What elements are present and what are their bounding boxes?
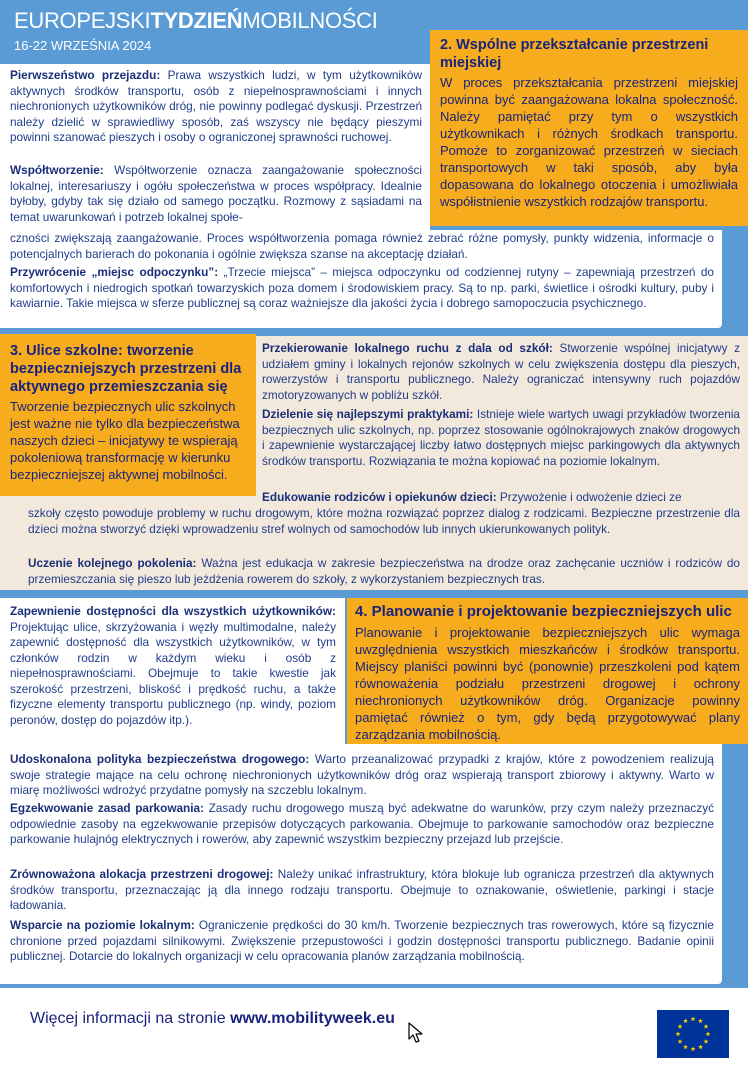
section1-p2-text-a: Współtworzenie oznacza zaangażowanie społeczności lokalnej, interesariuszy i ogółu społeczeństwa w proces współpracy. Idealnie byłoby, gdyby tak się działo od samego początku. Rozmowy z sąsiadami na temat uwarunkowań i potrzeb lokalnej społe- xyxy=(10,163,422,224)
section3-p1-text: Stworzenie wspólnej inicjatywy z udziałem gminy i lokalnych rejonów szkolnych w celu zwiększenia dostępu dla pieszych, rowerzystów i transportu publicznego. Należy ograniczać intensywny ruch pojazdów zmotoryzowanych w pobliżu szkół. xyxy=(262,341,740,402)
section4-title: 4. Planowanie i projektowanie bezpieczniejszych ulic xyxy=(355,603,732,620)
section4-p4 xyxy=(10,867,714,914)
section4-p4-label: Zrównoważona alokacja przestrzeni drogowej: xyxy=(10,867,274,881)
section4-p5-label: Wsparcie na poziomie lokalnym: xyxy=(10,918,195,932)
section4-p5-text: Ograniczenie prędkości do 30 km/h. Tworzenie bezpiecznych tras rowerowych, które są fizycznie chronione przed pojazdami silnikowymi. Zwiększenie przepustowości i godzin dostępności transportu publicznego. Badanie opinii publicznej. Dotarcie do lokalnych organizacji w celu opracowania planów zarządzania mobilnością. xyxy=(10,918,714,963)
section3-p4-text: Ważna jest edukacja w zakresie bezpieczeństwa na drodze oraz zachęcanie uczniów i rodziców do przemieszczania się pieszo lub jeżdżenia rowerem do szkoły, z wykorzystaniem bezpiecznych tras. xyxy=(28,556,740,586)
section4-p1 xyxy=(10,604,336,728)
section4-p2-text: Warto przeanalizować przypadki z krajów, które z powodzeniem realizują swoje strategie mające na celu ochronę niechronionych użytkowników dróg oraz wspierają transport zbiorowy i aktywny. Warto w miarę możliwości wdrożyć przydatne pomysły na szczeblu lokalnym. xyxy=(10,752,714,797)
more-info-text: Więcej informacji na stronie xyxy=(30,1010,231,1027)
section4-p2-label: Udoskonalona polityka bezpieczeństwa drogowego: xyxy=(10,752,310,766)
cursor-icon xyxy=(408,1022,424,1044)
section2-title: 2. Wspólne przekształcanie przestrzeni miejskiej xyxy=(440,37,709,71)
section1-p1-label: Pierwszeństwo przejazdu: xyxy=(10,68,161,82)
section3-p3b xyxy=(28,506,740,537)
more-info-line xyxy=(30,1010,395,1028)
section1-p2a xyxy=(10,163,422,225)
section1-p3-text: „Trzecie miejsca” – miejsca odpoczynku od codziennej rutyny – zapewniają przestrzeń do komfortowych i niedrogich spotkań towarzyskich poza domem i środowiskiem pracy. Są to np. parki, świetlice i ośrodki kultury, puby i kawiarnie. Takie miejsca w sferze publicznej są coraz ważniejsze dla jakości życia i dobrego samopoczucia psychicznego. xyxy=(10,265,714,310)
section3-p4-label: Uczenie kolejnego pokolenia: xyxy=(28,556,197,570)
section3-p1 xyxy=(262,341,740,403)
section3-p2 xyxy=(262,407,740,469)
section3-p3-text-b: szkoły często powoduje problemy w ruchu drogowym, które można rozwiązać poprzez dialog z rodzicami. Bezpieczne przestrzenie dla dzieci można stworzyć dzięki wprowadzeniu stref wolnych od samochodów lub innych ukierunkowanych polityk. xyxy=(28,506,740,536)
section3-box xyxy=(0,334,256,496)
campaign-title-part1: EUROPEJSKI xyxy=(14,8,151,33)
section4-p3-text: Zasady ruchu drogowego muszą być adekwatne do warunków, przy czym należy przeznaczyć odpowiednie zasoby na egzekwowanie przepisów dotyczących parkowania. Obejmuje to parkowanie samochodów oraz bezpieczne parkowanie hulajnóg elektrycznych i rowerów, aby zapewnić wszystkim bezpieczny przejazd lub przejście. xyxy=(10,801,714,846)
section1-p1-text: Prawa wszystkich ludzi, w tym użytkowników aktywnych środków transportu, osób z niepełnosprawnościami i innych niechronionych użytkowników dróg, nie powinny podlegać dyskusji. Przestrzeń należy dzielić w sprawiedliwy sposób, zaś wszyscy nie będący pieszymi powinni szanować pieszych i osoby o ograniczonej sprawności ruchowej. xyxy=(10,68,423,144)
section4-box xyxy=(347,598,748,744)
page-footer xyxy=(0,988,748,1080)
section2-text: W proces przekształcania przestrzeni miejskiej powinna być zaangażowana lokalna społeczność. Należy pamiętać przy tym o wszystkich użytkownikach i różnych środkach transportu. Pomoże to zorganizować przestrzeń w sieciach transportowych w taki sposób, aby była dopasowana do lokalnego otoczenia i umożliwiała współistnienie wszystkich rodzajów transportu. xyxy=(440,75,738,209)
section4-p3-label: Egzekwowanie zasad parkowania: xyxy=(10,801,205,815)
section3-p2-label: Dzielenie się najlepszymi praktykami: xyxy=(262,407,474,421)
section3-p3-label: Edukowanie rodziców i opiekunów dzieci: xyxy=(262,490,497,504)
mobilityweek-link[interactable]: www.mobilityweek.eu xyxy=(230,1010,395,1027)
section4-p5 xyxy=(10,918,714,965)
section3-p4 xyxy=(28,556,740,587)
eu-flag-icon xyxy=(657,1010,729,1058)
section1-p3-label: Przywrócenie „miejsc odpoczynku”: xyxy=(10,265,219,279)
campaign-dates: 16-22 WRZEŚNIA 2024 xyxy=(14,38,152,53)
section4-p2 xyxy=(10,752,714,799)
section4-p3 xyxy=(10,801,714,848)
campaign-title-part2: TYDZIEŃ xyxy=(150,8,243,33)
section4-text: Planowanie i projektowanie bezpieczniejszych ulic wymaga uwzględnienia wszystkich mieszkańców i środków transportu. Miejscy planiści powinni być (ponownie) przeszkoleni pod kątem równoważenia podziału przestrzeni drogowej i ochrony niechronionych użytkowników dróg. Organizacje powinny pamiętać również o tym, gdy będą przygotowywać plany zarządzania mobilnością. xyxy=(355,625,740,742)
section1-p2-label: Współtworzenie: xyxy=(10,163,104,177)
section4-p4-text: Należy unikać infrastruktury, która blokuje lub ogranicza przestrzeń dla aktywnych środków transportu, przeznaczając ją dla innego rodzaju transportu. Obejmuje to oznakowanie, oświetlenie, parkingi i stacje ładowania. xyxy=(10,867,714,912)
section1-p2b xyxy=(10,231,714,262)
section3-title: 3. Ulice szkolne: tworzenie bezpieczniejszych przestrzeni dla aktywnego przemieszczania się xyxy=(10,343,242,395)
section3-p1-label: Przekierowanie lokalnego ruchu z dala od szkół: xyxy=(262,341,553,355)
section4-p1-label: Zapewnienie dostępności dla wszystkich użytkowników: xyxy=(10,604,336,618)
campaign-title xyxy=(14,8,378,34)
section1-p1 xyxy=(10,68,422,146)
section3-p2-text: Istnieje wiele wartych uwagi przykładów tworzenia bezpiecznych ulic szkolnych, np. poprzez stosowanie ogólnokrajowych znaków drogowych i zapewnienie wystarczającej liczby łatwo dostępnych miejsc parkingowych dla aktywnych środków transportu. Rozwiązania te można kopiować na poziomie lokalnym. xyxy=(262,407,740,468)
section1-p2-text-b: czności zwiększają zaangażowanie. Proces współtworzenia pomaga również zebrać różne pomysły, punkty widzenia, informacje o potencjalnych barierach do pokonania i ogólnie zwiększa szanse na akceptację działań. xyxy=(10,231,714,261)
section4-p1-text: Projektując ulice, skrzyżowania i węzły multimodalne, należy zapewnić dostępność dla wszystkich użytkowników, w tym członków rodzin w każdym wieku i osób z niepełnosprawnościami. Obejmuje to takie kwestie jak szerokość przestrzeni, bliskość i prędkość ruchu, a także fizyczne elementy transportu publicznego (np. windy, poziom peronów, dostęp do pojazdów itp.). xyxy=(10,619,336,727)
section3-text: Tworzenie bezpiecznych ulic szkolnych jest ważne nie tylko dla bezpieczeństwa naszych dzieci – inicjatywy te wspierają pokoleniową transformację w kierunku bezpieczniejszej aktywnej mobilności. xyxy=(10,399,240,482)
section3-p3a xyxy=(262,490,740,506)
section2-box xyxy=(430,30,748,226)
section1-p3 xyxy=(10,265,714,312)
campaign-title-part3: MOBILNOŚCI xyxy=(242,8,378,33)
section3-p3-text-a: Przywożenie i odwożenie dzieci ze xyxy=(496,490,682,504)
